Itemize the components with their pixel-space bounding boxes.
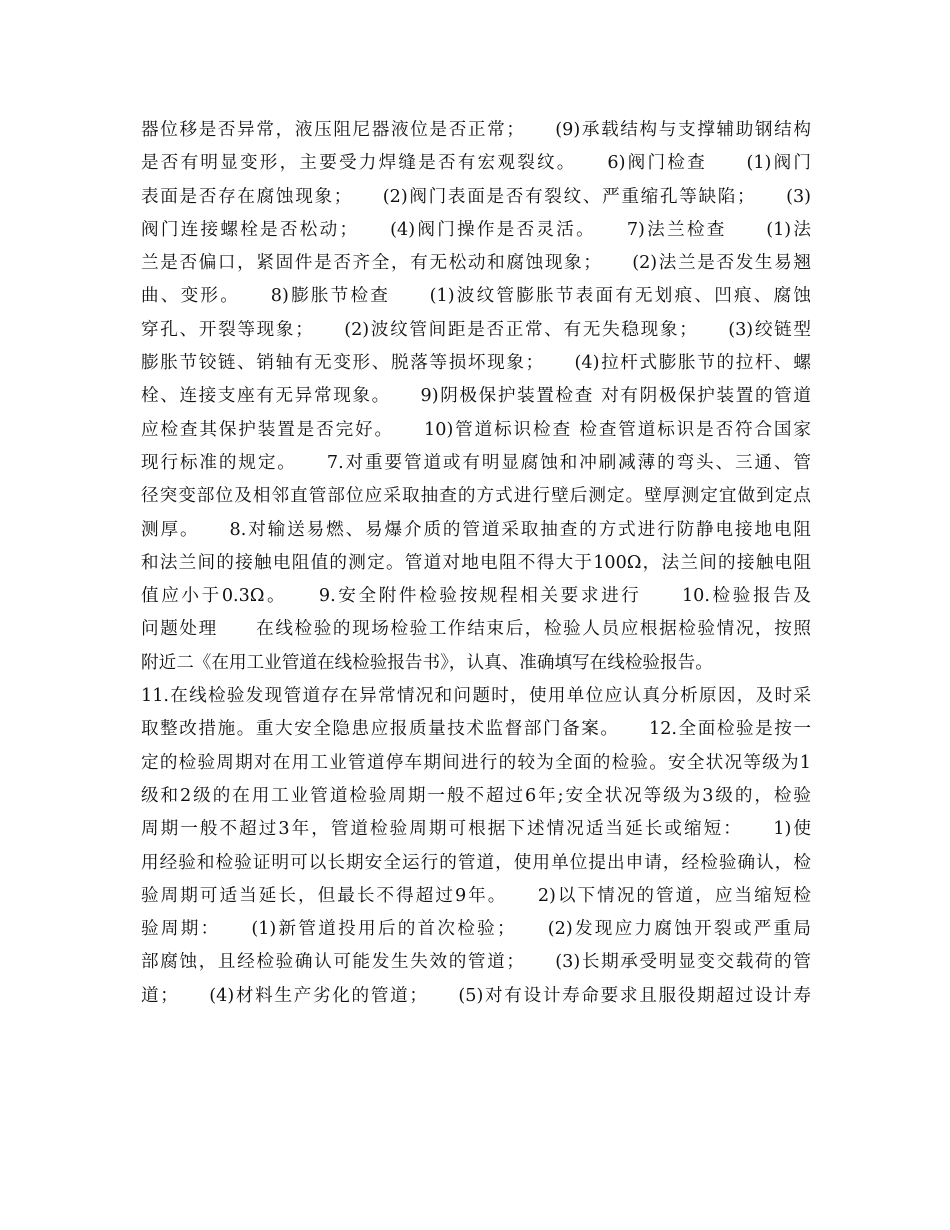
text-line: 穿孔、开裂等现象； (2)波纹管间距是否正常、有无失稳现象； (3)绞链型 [141,319,811,340]
text-line: 值应小于0.3Ω。 9.安全附件检验按规程相关要求进行 10.检验报告及 [141,586,811,607]
text-line: 应检查其保护装置是否完好。 10)管道标识检查 检查管道标识是否符合国家 [141,419,811,440]
text-line: 兰是否偏口，紧固件是否齐全，有无松动和腐蚀现象； (2)法兰是否发生易翘 [141,253,811,274]
text-line: 器位移是否异常，液压阻尼器液位是否正常； (9)承载结构与支撑辅助钢结构 [141,120,811,140]
text-line: 级和2级的在用工业管道检验周期一般不超过6年;安全状况等级为3级的，检验 [141,785,811,806]
text-line: 11.在线检验发现管道存在异常情况和问题时，使用单位应认真分析原因，及时采 [141,686,811,707]
text-line: 验周期可适当延长，但最长不得超过9年。 2)以下情况的管道，应当缩短检 [141,885,811,906]
text-line: 部腐蚀，且经检验确认可能发生失效的管道； (3)长期承受明显变交载荷的管 [141,952,811,973]
text-line: 取整改措施。重大安全隐患应报质量技术监督部门备案。 12.全面检验是按一 [141,719,811,740]
text-line: 道； (4)材料生产劣化的管道； (5)对有设计寿命要求且服役期超过设计寿 [141,985,811,1006]
text-line: 测厚。 8.对输送易燃、易爆介质的管道采取抽查的方式进行防静电接地电阻 [141,519,811,540]
text-line: 验周期： (1)新管道投用后的首次检验； (2)发现应力腐蚀开裂或严重局 [141,919,811,940]
document-body [141,114,811,1013]
text-line: 曲、变形。 8)膨胀节检查 (1)波纹管膨胀节表面有无划痕、凹痕、腐蚀 [141,286,811,307]
text-line: 周期一般不超过3年，管道检验周期可根据下述情况适当延长或缩短： 1)使 [141,819,811,840]
text-line: 用经验和检验证明可以长期安全运行的管道，使用单位提出申请，经检验确认，检 [141,852,811,873]
text-line: 定的检验周期对在用工业管道停车期间进行的较为全面的检验。安全状况等级为1 [141,752,811,773]
text-line: 表面是否存在腐蚀现象； (2)阀门表面是否有裂纹、严重缩孔等缺陷； (3) [141,186,811,207]
text-line: 阀门连接螺栓是否松动； (4)阀门操作是否灵活。 7)法兰检查 (1)法 [141,219,811,240]
text-line: 膨胀节铰链、销轴有无变形、脱落等损坏现象； (4)拉杆式膨胀节的拉杆、螺 [141,353,811,374]
text-line: 栓、连接支座有无异常现象。 9)阴极保护装置检查 对有阴极保护装置的管道 [141,386,811,407]
text-line: 现行标准的规定。 7.对重要管道或有明显腐蚀和冲刷减薄的弯头、三通、管 [141,452,811,473]
text-line: 径突变部位及相邻直管部位应采取抽查的方式进行壁后测定。壁厚测定宜做到定点 [141,486,811,507]
text-line: 和法兰间的接触电阻值的测定。管道对地电阻不得大于100Ω，法兰间的接触电阻 [141,552,811,573]
text-line: 是否有明显变形，主要受力焊缝是否有宏观裂纹。 6)阀门检查 (1)阀门 [141,153,811,174]
text-line: 问题处理 在线检验的现场检验工作结束后，检验人员应根据检验情况，按照 [141,619,811,640]
text-line: 附近二《在用工业管道在线检验报告书》，认真、准确填写在线检验报告。 [141,652,713,673]
